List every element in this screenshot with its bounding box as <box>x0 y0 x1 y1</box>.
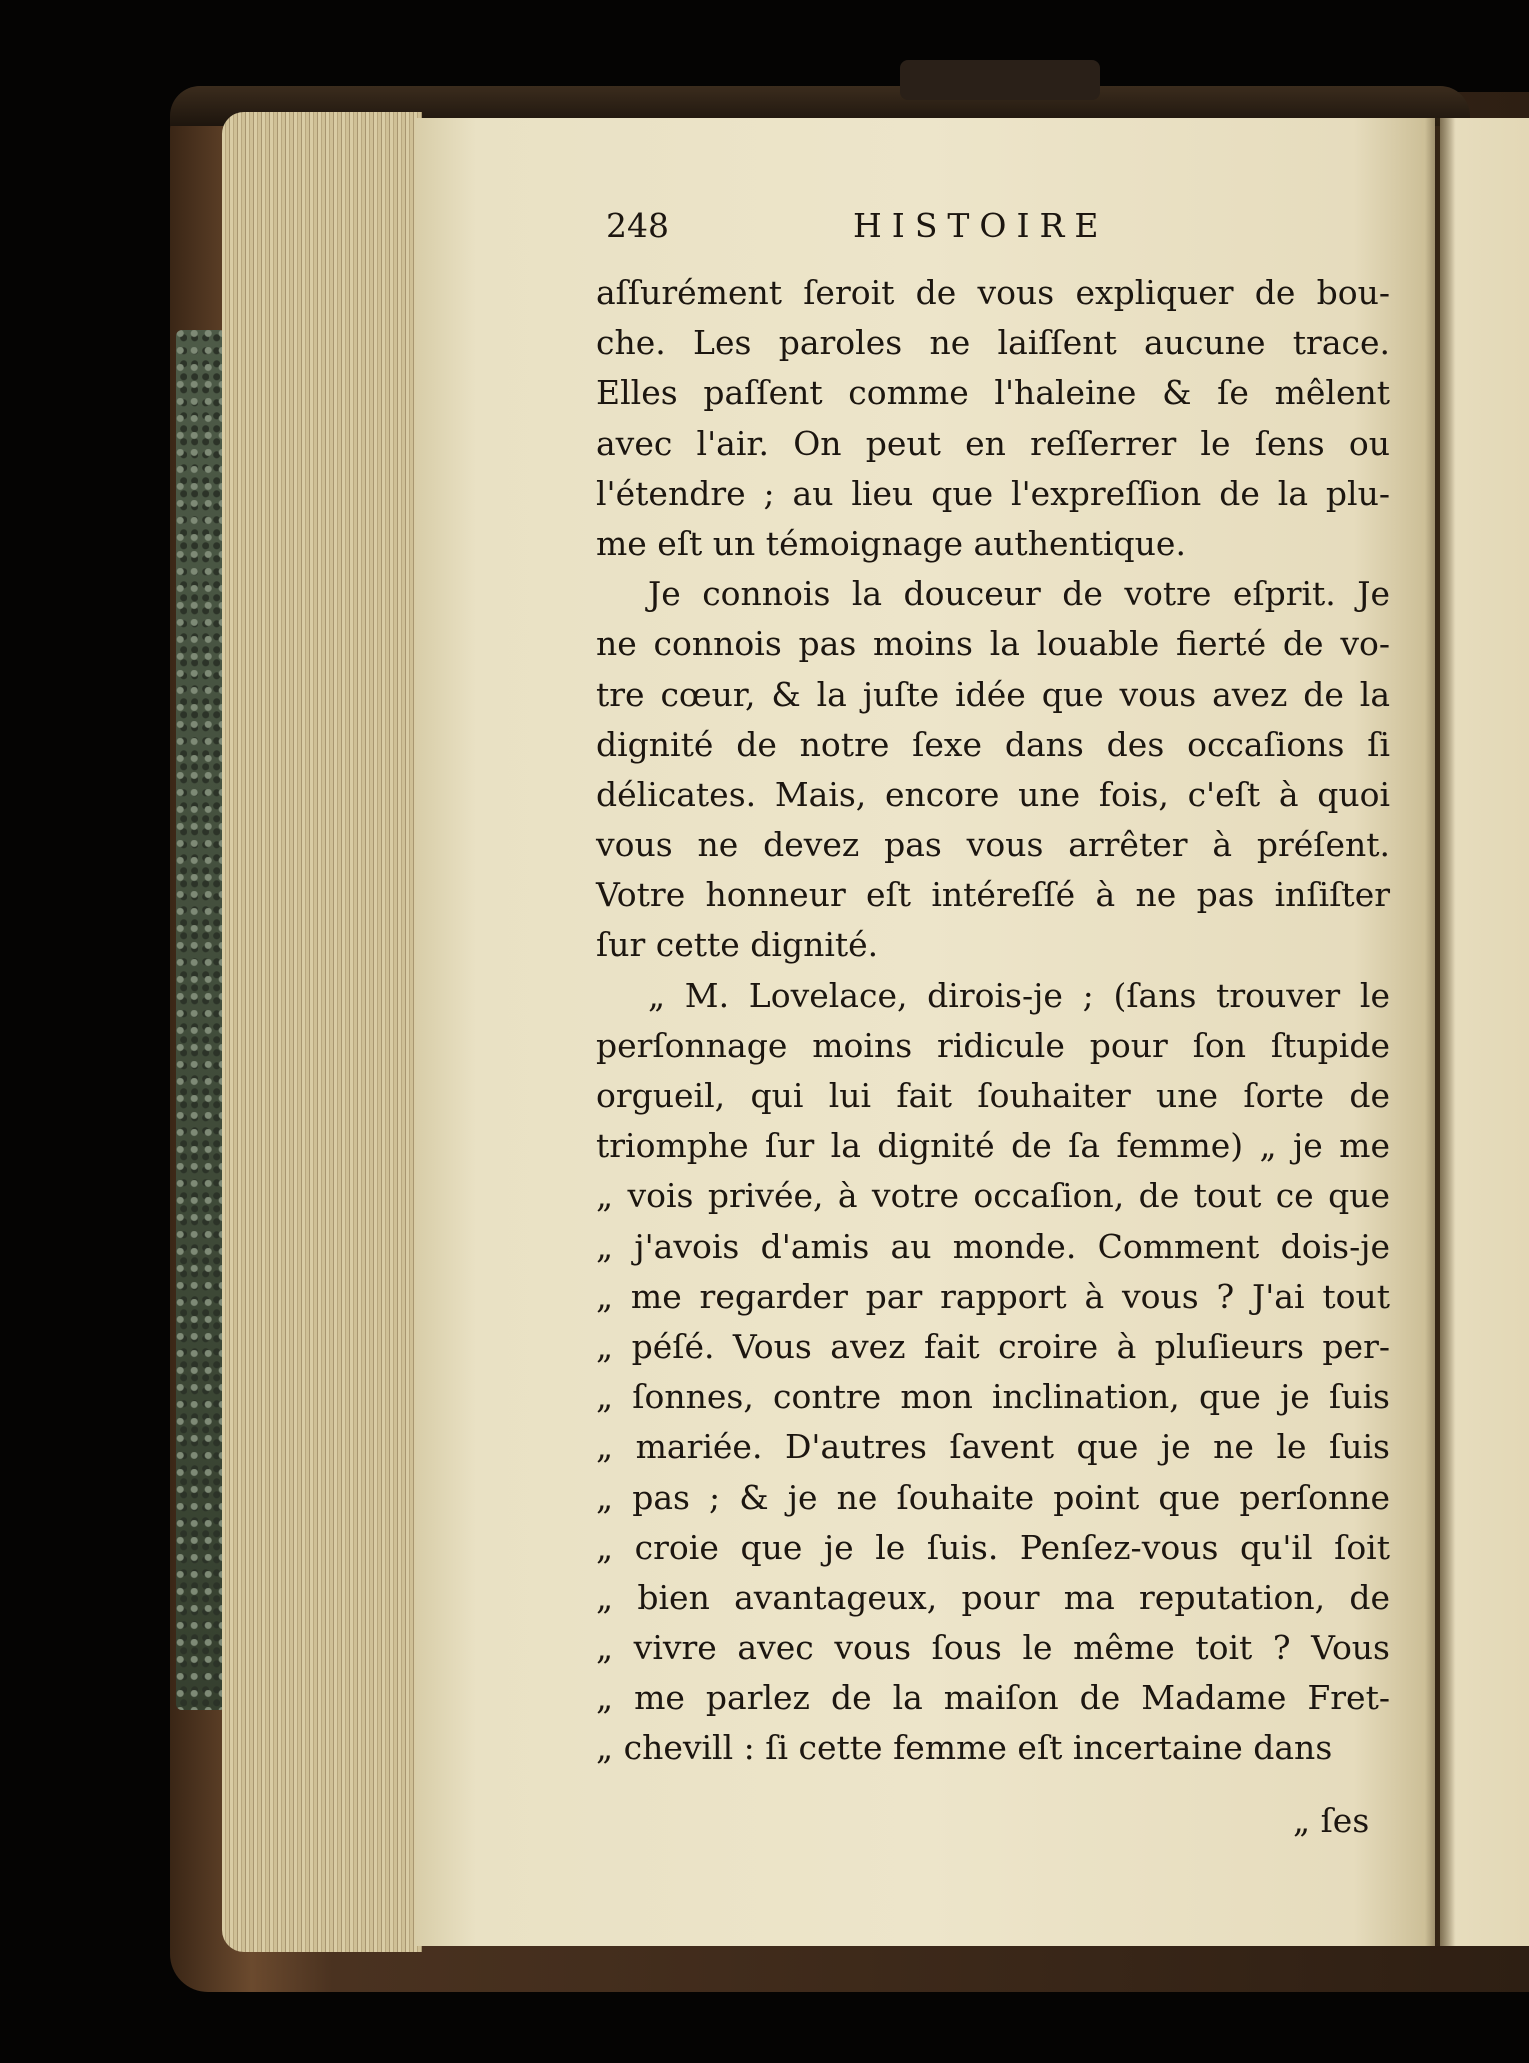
text-line: „ vivre avec vous ſous le même toit ? Vous <box>596 1628 1390 1668</box>
page-edges <box>222 112 422 1952</box>
text-line: „ mariée. D'autres ſavent que je ne le ſuis <box>596 1427 1390 1467</box>
body-text <box>596 268 1390 1774</box>
text-line: „ bien avantageux, pour ma reputation, de <box>596 1577 1390 1617</box>
text-line: vous ne devez pas vous arrêter à préſent. <box>596 825 1390 865</box>
text-line: Elles paſſent comme l'haleine & ſe mêlent <box>596 373 1390 413</box>
text-line: me eſt un témoignage authentique. <box>596 523 1186 563</box>
text-line: l'étendre ; au lieu que l'expreſſion de la plu- <box>596 473 1390 513</box>
text-line: tre cœur, & la juſte idée que vous avez de la <box>596 674 1390 714</box>
text-line: „ chevill : ſi cette femme eſt incertaine dans <box>596 1728 1333 1768</box>
text-line: aſſurément ſeroit de vous expliquer de bou- <box>596 273 1390 312</box>
text-line: „ croie que je le ſuis. Penſez-vous qu'il ſoit <box>596 1527 1390 1567</box>
text-line: ſur cette dignité. <box>596 925 879 965</box>
text-line: „ me parlez de la maiſon de Madame Fret- <box>596 1678 1390 1718</box>
binding-clasp <box>900 60 1100 100</box>
text-line: avec l'air. On peut en reſſerrer le ſens ou <box>596 423 1390 463</box>
text-line: perſonnage moins ridicule pour ſon ſtupide <box>596 1025 1390 1065</box>
text-line: „ pas ; & je ne ſouhaite point que perſonne <box>596 1477 1390 1517</box>
text-line: „ vois privée, à votre occaſion, de tout ce que <box>596 1176 1390 1216</box>
text-line: délicates. Mais, encore une fois, c'eſt à quoi <box>596 774 1390 814</box>
text-line: triomphe ſur la dignité de ſa femme) „ je me <box>596 1126 1390 1166</box>
running-title: HISTOIRE <box>853 206 1109 245</box>
text-line: Je connois la douceur de votre eſprit. Je <box>648 574 1390 614</box>
running-head <box>606 203 1166 249</box>
catchword: „ ſes <box>1293 1801 1370 1840</box>
text-line: „ péſé. Vous avez fait croire à pluſieurs per- <box>596 1326 1390 1366</box>
text-line: ne connois pas moins la louable fierté de vo- <box>596 624 1390 664</box>
text-line: „ ſonnes, contre mon inclination, que je ſuis <box>596 1377 1390 1417</box>
text-line: Votre honneur eſt intéreſſé à ne pas inſiſter <box>596 875 1390 915</box>
text-line: „ M. Lovelace, dirois-je ; (ſans trouver le <box>648 975 1390 1015</box>
page-gutter <box>1425 118 1455 1946</box>
text-line: „ j'avois d'amis au monde. Comment dois-je <box>596 1226 1390 1266</box>
text-line: dignité de notre ſexe dans des occaſions ſi <box>596 724 1390 764</box>
text-line: orgueil, qui lui fait ſouhaiter une ſorte de <box>596 1076 1390 1115</box>
marbled-spine <box>176 330 226 1710</box>
text-line: „ me regarder par rapport à vous ? J'ai tout <box>596 1276 1390 1316</box>
page-number: 248 <box>606 206 669 245</box>
text-line: che. Les paroles ne laiſſent aucune trace. <box>596 323 1390 363</box>
